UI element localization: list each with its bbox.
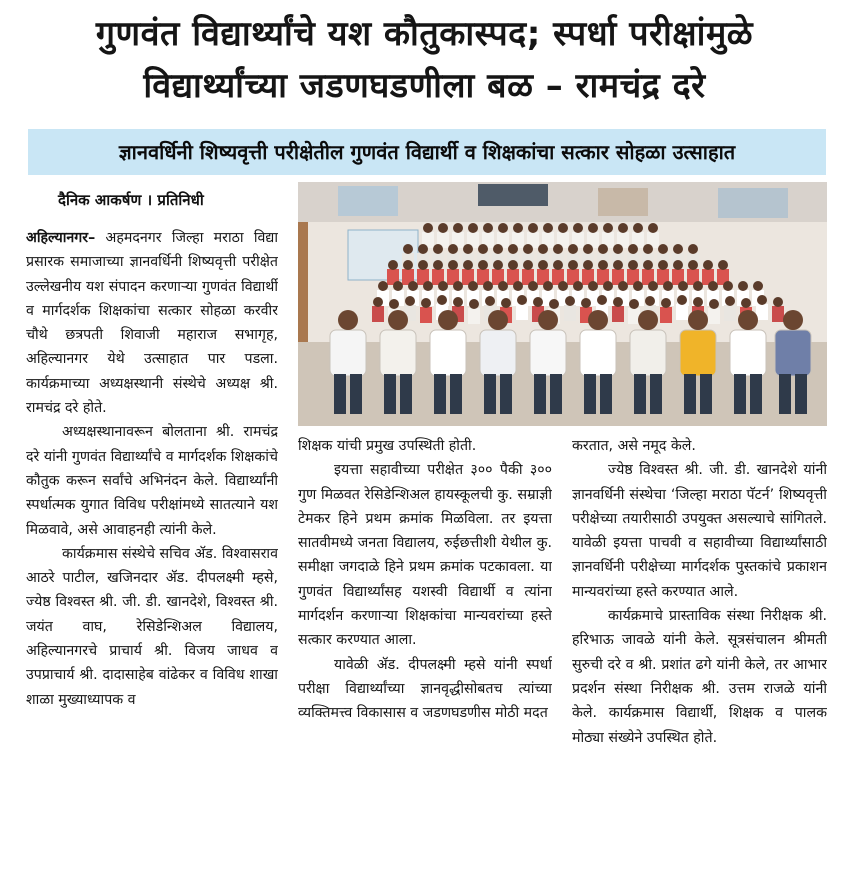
student-head [603, 281, 613, 291]
student-head [378, 281, 388, 291]
guest-figure [775, 330, 811, 376]
student-head [421, 298, 431, 308]
student-figure [564, 305, 576, 321]
student-head [598, 260, 608, 270]
student-head [523, 260, 533, 270]
guest-head [783, 310, 803, 330]
guest-head [738, 310, 758, 330]
student-head [418, 244, 428, 254]
byline: दैनिक आकर्षण । प्रतिनिधी [58, 191, 204, 209]
guest-figure [530, 330, 566, 376]
guest-leg [500, 374, 512, 414]
student-head [478, 260, 488, 270]
student-head [693, 281, 703, 291]
article-paragraph [26, 226, 278, 420]
article-paragraph: इयत्ता सहावीच्या परीक्षेत ३०० पैकी ३०० गुण मिळवत रेसिडेन्शिअल हायस्कूलची कु. सम्राज्ञी टेमकर हिने प्रथम क्रमांक मिळविला. तर इयत्ता सातवीमध्ये जनता विद्यालय, रुईछत्तीशी येथील कु. समीक्षा जगदाळे हिने प्रथम क्रमांक पटकावला. या गुणवंत विद्यार्थ्यांसह यशस्वी विद्यार्थी व त्यांना मार्गदर्शन करणाऱ्या शिक्षकांचा मान्यवरांच्या हस्ते सत्कार करण्यात आला. [298, 462, 552, 649]
student-head [588, 223, 598, 233]
guest-head [388, 310, 408, 330]
student-head [498, 281, 508, 291]
guest-head [588, 310, 608, 330]
guest-leg [795, 374, 807, 414]
subheadline-banner: ज्ञानवर्धिनी शिष्यवृत्ती परीक्षेतील गुणवंत विद्यार्थी व शिक्षकांचा सत्कार सोहळा उत्साहात [28, 129, 826, 175]
student-head [463, 244, 473, 254]
student-head [688, 260, 698, 270]
student-head [753, 281, 763, 291]
student-head [613, 297, 623, 307]
student-head [517, 295, 527, 305]
guest-leg [484, 374, 496, 414]
student-head [433, 244, 443, 254]
student-head [469, 299, 479, 309]
guest-leg [534, 374, 546, 414]
student-head [501, 298, 511, 308]
student-head [773, 297, 783, 307]
guest-head [438, 310, 458, 330]
student-head [433, 260, 443, 270]
student-head [493, 260, 503, 270]
article-column-1 [26, 226, 278, 856]
student-head [408, 281, 418, 291]
student-figure [756, 304, 768, 320]
student-head [538, 244, 548, 254]
student-head [493, 244, 503, 254]
student-figure [724, 305, 736, 321]
guest-leg [600, 374, 612, 414]
student-head [581, 298, 591, 308]
student-head [618, 223, 628, 233]
student-head [725, 296, 735, 306]
headline-line-2: विद्यार्थ्यांच्या जडणघडणीला बळ – रामचंद्र दरे [143, 66, 706, 106]
student-head [403, 244, 413, 254]
student-head [633, 223, 643, 233]
guest-figure [730, 330, 766, 376]
student-head [723, 281, 733, 291]
student-head [688, 244, 698, 254]
student-head [613, 260, 623, 270]
guest-figure [680, 330, 716, 376]
student-head [498, 223, 508, 233]
student-head [549, 299, 559, 309]
article-paragraph: कार्यक्रमाचे प्रास्ताविक संस्था निरीक्षक श्री. हरिभाऊ जावळे यांनी केले. सूत्रसंचालन श्रीमती सुरुची दरे व श्री. प्रशांत ढगे यांनी केले, तर आभार प्रदर्शन संस्था निरीक्षक श्री. उत्तम राजळे यांनी केले. कार्यक्रमास विद्यार्थी, शिक्षक व पालक मोठ्या संख्येने उपस्थित होते. [572, 608, 827, 746]
student-head [543, 223, 553, 233]
student-head [453, 223, 463, 233]
student-head [423, 281, 433, 291]
student-head [508, 260, 518, 270]
guest-leg [684, 374, 696, 414]
student-head [677, 295, 687, 305]
student-head [405, 296, 415, 306]
student-head [533, 297, 543, 307]
student-head [648, 281, 658, 291]
student-head [553, 244, 563, 254]
guest-leg [434, 374, 446, 414]
student-head [388, 260, 398, 270]
article-paragraph: करतात, असे नमूद केले. [572, 438, 696, 454]
student-head [613, 244, 623, 254]
guest-head [338, 310, 358, 330]
guest-figure [330, 330, 366, 376]
student-head [423, 223, 433, 233]
article-paragraph: कार्यक्रमास संस्थेचे सचिव ॲड. विश्वासराव आठरे पाटील, खजिनदार ॲड. दीपलक्ष्मी म्हसे, ज्येष्ठ विश्वस्त श्री. जी. डी. खानदेशे, विश्वस्त श्री. जयंत वाघ, रेसिडेन्शिअल विद्यालय, अहिल्यानगरचे प्राचार्य श्री. विजय जाधव व उपप्राचार्य श्री. दादासाहेब वांढेकर व विविध शाखा शाळा मुख्याध्यापक व [26, 545, 278, 708]
guest-head [688, 310, 708, 330]
student-head [568, 260, 578, 270]
student-head [648, 223, 658, 233]
guest-leg [650, 374, 662, 414]
student-head [588, 281, 598, 291]
student-head [553, 260, 563, 270]
student-head [703, 260, 713, 270]
student-head [453, 281, 463, 291]
guest-leg [334, 374, 346, 414]
student-head [693, 297, 703, 307]
student-head [663, 281, 673, 291]
article-paragraph: यावेळी ॲड. दीपलक्ष्मी म्हसे यांनी स्पर्धा परीक्षा विद्यार्थ्यांच्या ज्ञानवृद्धीसोबतच त्यांच्या व्यक्तिमत्त्व विकासास व जडणघडणीस मोठी मदत [298, 656, 552, 722]
student-head [661, 298, 671, 308]
student-head [478, 244, 488, 254]
student-head [718, 260, 728, 270]
guest-leg [384, 374, 396, 414]
student-head [538, 260, 548, 270]
student-head [558, 281, 568, 291]
student-head [389, 299, 399, 309]
guest-leg [779, 374, 791, 414]
student-figure [772, 306, 784, 322]
student-head [678, 281, 688, 291]
student-head [738, 281, 748, 291]
student-head [393, 281, 403, 291]
student-head [603, 223, 613, 233]
student-head [583, 244, 593, 254]
student-head [597, 295, 607, 305]
student-head [628, 244, 638, 254]
student-head [483, 281, 493, 291]
guest-head [638, 310, 658, 330]
student-head [438, 281, 448, 291]
student-figure [468, 308, 480, 324]
student-head [528, 281, 538, 291]
guest-figure [630, 330, 666, 376]
student-head [643, 244, 653, 254]
student-head [598, 244, 608, 254]
guest-leg [734, 374, 746, 414]
student-head [513, 223, 523, 233]
student-head [583, 260, 593, 270]
guest-leg [634, 374, 646, 414]
guest-leg [750, 374, 762, 414]
student-figure [708, 308, 720, 324]
headline-line-1: गुणवंत विद्यार्थ्यांचे यश कौतुकास्पद; स्पर्धा परीक्षांमुळे [95, 14, 754, 54]
group-photo [298, 182, 827, 426]
student-head [513, 281, 523, 291]
student-head [628, 260, 638, 270]
student-head [483, 223, 493, 233]
student-figure [676, 304, 688, 320]
student-head [543, 281, 553, 291]
student-head [448, 260, 458, 270]
student-head [448, 244, 458, 254]
student-head [565, 296, 575, 306]
student-head [485, 296, 495, 306]
student-head [373, 297, 383, 307]
student-figure [612, 306, 624, 322]
student-head [629, 299, 639, 309]
student-head [508, 244, 518, 254]
student-head [573, 281, 583, 291]
student-head [437, 295, 447, 305]
guest-leg [550, 374, 562, 414]
article-paragraph: ज्येष्ठ विश्वस्त श्री. जी. डी. खानदेशे यांनी ज्ञानवर्धिनी संस्थेचा ‘जिल्हा मराठा पॅटर्न’ शिष्यवृत्ती परीक्षेच्या तयारीसाठी उपयुक्त असल्याचे सांगितले. यावेळी इयत्ता पाचवी व सहावीच्या विद्यार्थ्यांसाठी ज्ञानवर्धिनी परीक्षेच्या मार्गदर्शक पुस्तकांचे प्रकाशन मान्यवरांच्या हस्ते करण्यात आले. [572, 462, 827, 600]
guest-figure [480, 330, 516, 376]
guest-head [538, 310, 558, 330]
student-head [658, 260, 668, 270]
student-head [558, 223, 568, 233]
student-head [438, 223, 448, 233]
student-head [453, 297, 463, 307]
guest-leg [450, 374, 462, 414]
student-head [709, 299, 719, 309]
dateline: अहिल्यानगर– [26, 230, 96, 246]
student-head [618, 281, 628, 291]
student-head [633, 281, 643, 291]
student-head [643, 260, 653, 270]
student-head [708, 281, 718, 291]
guest-leg [700, 374, 712, 414]
article-column-2 [298, 434, 552, 854]
student-head [568, 244, 578, 254]
student-head [468, 281, 478, 291]
student-head [528, 223, 538, 233]
student-figure [372, 306, 384, 322]
guest-figure [580, 330, 616, 376]
student-head [741, 298, 751, 308]
student-figure [660, 307, 672, 323]
student-head [757, 295, 767, 305]
guest-figure [430, 330, 466, 376]
student-head [468, 223, 478, 233]
student-head [418, 260, 428, 270]
guest-head [488, 310, 508, 330]
student-head [573, 223, 583, 233]
headline [10, 8, 839, 112]
guest-leg [350, 374, 362, 414]
guest-figure [380, 330, 416, 376]
student-head [523, 244, 533, 254]
student-head [403, 260, 413, 270]
student-head [673, 260, 683, 270]
student-head [658, 244, 668, 254]
student-head [673, 244, 683, 254]
student-head [645, 296, 655, 306]
guest-leg [400, 374, 412, 414]
student-head [463, 260, 473, 270]
article-paragraph: शिक्षक यांची प्रमुख उपस्थिती होती. [298, 438, 477, 454]
student-figure [420, 307, 432, 323]
guest-leg [584, 374, 596, 414]
article-column-3 [572, 434, 827, 854]
article-text: अहमदनगर जिल्हा मराठा विद्या प्रसारक समाजाच्या ज्ञानवर्धिनी शिष्यवृत्ती परीक्षेत उल्लेखनीय यश संपादन करणाऱ्या गुणवंत विद्यार्थी व मार्गदर्शक शिक्षकांचा सत्कार सोहळा करवीर चौथे छत्रपती शिवाजी महाराज सभागृह, अहिल्यानगर येथे उत्साहात पार पडला. कार्यक्रमाच्या अध्यक्षस्थानी संस्थेचे अध्यक्ष श्री. रामचंद्र दरे होते. [26, 230, 278, 417]
student-figure [516, 304, 528, 320]
article-paragraph: अध्यक्षस्थानावरून बोलताना श्री. रामचंद्र दरे यांनी गुणवंत विद्यार्थ्यांचे व मार्गदर्शक शिक्षकांचे कौतुक करून सर्वांचे अभिनंदन केले. विद्यार्थ्यांनी स्पर्धात्मक युगात विविध परीक्षांमध्ये सातत्याने यश मिळवावे, असे आवाहनही त्यांनी केले. [26, 424, 278, 538]
